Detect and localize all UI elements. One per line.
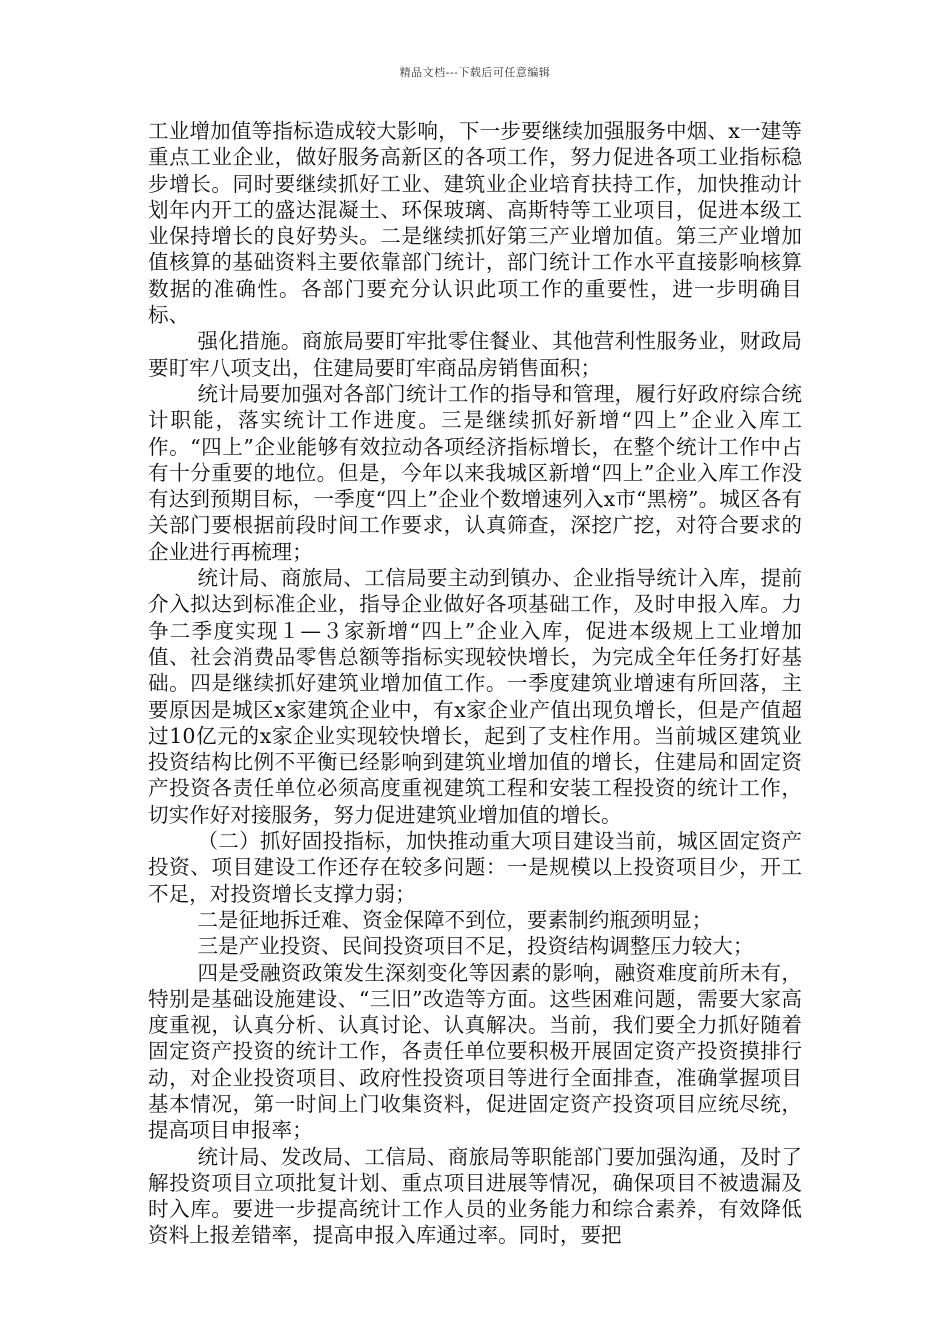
paragraph-2: 强化措施。商旅局要盯牢批零住餐业、其他营利性服务业，财政局要盯牢八项支出，住建局要盯牢商品房销售面积；	[148, 329, 802, 380]
paragraph-5: （二）抓好固投指标，加快推动重大项目建设当前，城区固定资产投资、项目建设工作还存在较多问题：一是规模以上投资项目少，开工不足，对投资增长支撑力弱；	[148, 829, 802, 906]
paragraph-7: 三是产业投资、民间投资项目不足，投资结构调整压力较大；	[197, 934, 754, 959]
paragraph-4: 统计局、商旅局、工信局要主动到镇办、企业指导统计入库，提前介入拟达到标准企业，指导企业做好各项基础工作，及时申报入库。力争二季度实现１—３家新增“四上”企业入库，促进本级规上工业增加值、社会消费品零售总额等指标实现较快增长，为完成全年任务打好基础。四是继续抓好建筑业增加值工作。一季度建筑业增速有所回落，主要原因是城区x家建筑企业中，有x家企业产值出现负增长，但是产值超过10亿元的x家企业实现较快增长，起到了支柱作用。当前城区建筑业投资结构比例不平衡已经影响到建筑业增加值的增长，住建局和固定资产投资各责任单位必须高度重视建筑工程和安装工程投资的统计工作，切实作好对接服务，努力促进建筑业增加值的增长。	[148, 566, 802, 827]
paragraph-1: 工业增加值等指标造成较大影响，下一步要继续加强服务中烟、x一建等重点工业企业，做好服务高新区的各项工作，努力促进各项工业指标稳步增长。同时要继续抓好工业、建筑业企业培育扶持工作，加快推动计划年内开工的盛达混凝土、环保玻璃、高斯特等工业项目，促进本级工业保持增长的良好势头。二是继续抓好第三产业增加值。第三产业增加值核算的基础资料主要依靠部门统计，部门统计工作水平直接影响核算数据的准确性。各部门要充分认识此项工作的重要性，进一步明确目标、	[148, 119, 802, 328]
document-body	[148, 118, 802, 1249]
paragraph-9: 统计局、发改局、工信局、商旅局等职能部门要加强沟通，及时了解投资项目立项批复计划、重点项目进展等情况，确保项目不被遗漏及时入库。要进一步提高统计工作人员的业务能力和综合素养，有效降低资料上报差错率，提高申报入库通过率。同时，要把	[148, 1144, 802, 1248]
paragraph-8: 四是受融资政策发生深刻变化等因素的影响，融资难度前所未有，特别是基础设施建设、“三旧”改造等方面。这些困难问题，需要大家高度重视，认真分析、认真讨论、认真解决。当前，我们要全力抓好随着固定资产投资的统计工作，各责任单位要积极开展固定资产投资摸排行动，对企业投资项目、政府性投资项目等进行全面排查，准确掌握项目基本情况，第一时间上门收集资料，促进固定资产投资项目应统尽统，提高项目申报率；	[148, 960, 802, 1143]
page-header: 精品文档---下载后可任意编辑	[399, 66, 551, 79]
paragraph-3: 统计局要加强对各部门统计工作的指导和管理，履行好政府综合统计职能，落实统计工作进度。三是继续抓好新增“四上”企业入库工作。“四上”企业能够有效拉动各项经济指标增长，在整个统计工作中占有十分重要的地位。但是，今年以来我城区新增“四上”企业入库工作没有达到预期目标，一季度“四上”企业个数增速列入x市“黑榜”。城区各有关部门要根据前段时间工作要求，认真筛查，深挖广挖，对符合要求的企业进行再梳理；	[148, 381, 802, 564]
paragraph-6: 二是征地拆迁难、资金保障不到位，要素制约瓶颈明显；	[197, 907, 713, 932]
